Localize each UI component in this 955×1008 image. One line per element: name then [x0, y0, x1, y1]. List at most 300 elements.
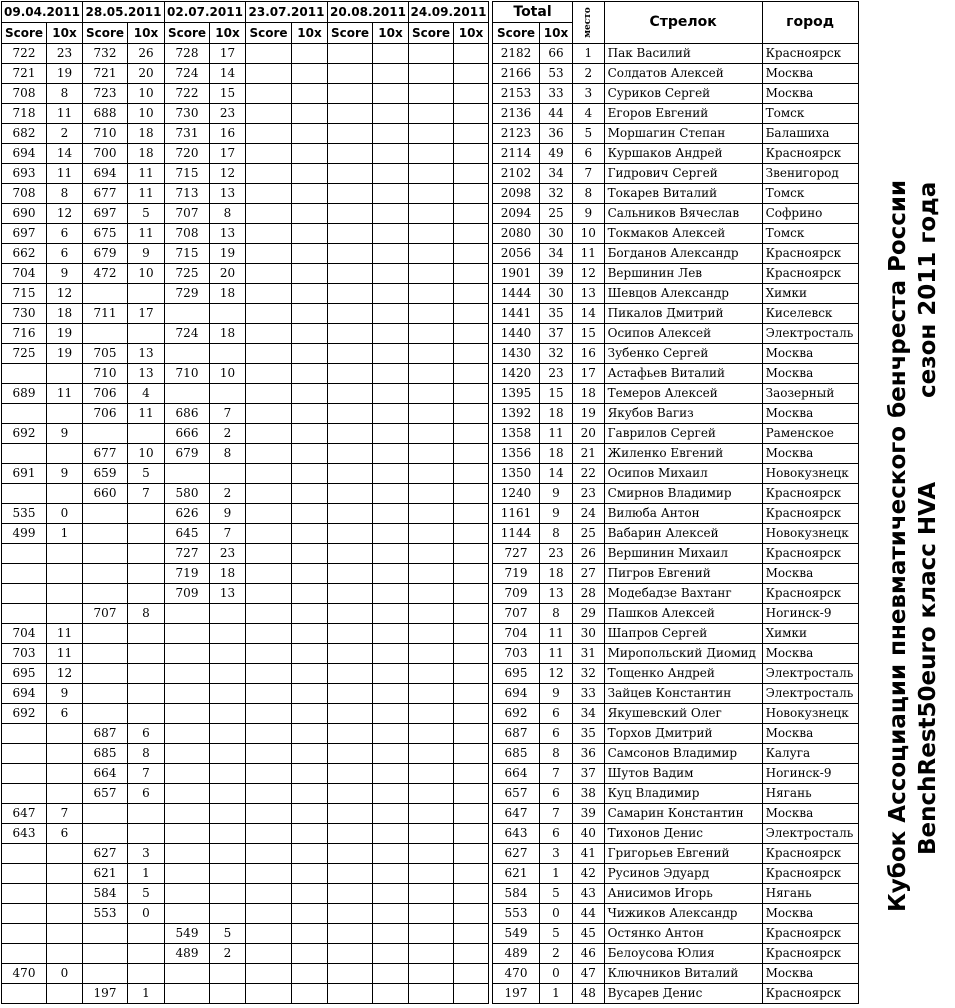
- stage-score-cell: [409, 404, 454, 424]
- stage-tenx-cell: [454, 404, 489, 424]
- stage-score-cell: [165, 624, 210, 644]
- stage-tenx-cell: [128, 924, 165, 944]
- city-cell: Электросталь: [762, 824, 858, 844]
- stage-tenx-cell: [373, 484, 409, 504]
- table-row: [2, 244, 859, 264]
- stage-tenx-cell: [454, 184, 489, 204]
- stage-score-cell: 694: [2, 684, 47, 704]
- shooter-name-cell: Остянко Антон: [604, 924, 762, 944]
- place-cell: 14: [573, 304, 605, 324]
- stage-score-cell: [328, 224, 373, 244]
- score-subheader: Score: [409, 23, 454, 44]
- table-row: [2, 744, 859, 764]
- total-tenx-cell: 8: [540, 524, 573, 544]
- stage-tenx-cell: [373, 64, 409, 84]
- stage-tenx-cell: 19: [47, 324, 83, 344]
- stage-score-cell: 693: [2, 164, 47, 184]
- stage-score-cell: 489: [165, 944, 210, 964]
- city-cell: Электросталь: [762, 324, 858, 344]
- stage-score-cell: [328, 704, 373, 724]
- stage-tenx-cell: 3: [128, 844, 165, 864]
- total-score-cell: 1356: [493, 444, 540, 464]
- place-cell: 17: [573, 364, 605, 384]
- stage-tenx-cell: 18: [210, 564, 246, 584]
- stage-tenx-cell: [373, 944, 409, 964]
- total-score-cell: 695: [493, 664, 540, 684]
- stage-score-cell: [328, 404, 373, 424]
- stage-score-cell: [246, 304, 292, 324]
- stage-tenx-cell: [373, 924, 409, 944]
- stage-score-cell: 691: [2, 464, 47, 484]
- stage-score-cell: [409, 344, 454, 364]
- shooter-name-cell: Вершинин Лев: [604, 264, 762, 284]
- shooter-name-cell: Пак Василий: [604, 44, 762, 64]
- tenx-subheader: 10x: [210, 23, 246, 44]
- stage-tenx-cell: [47, 864, 83, 884]
- total-tenx-cell: 5: [540, 924, 573, 944]
- total-score-cell: 1144: [493, 524, 540, 544]
- stage-tenx-cell: 13: [128, 344, 165, 364]
- place-cell: 47: [573, 964, 605, 984]
- stage-score-cell: 679: [83, 244, 128, 264]
- stage-tenx-cell: [128, 664, 165, 684]
- shooter-name-cell: Миропольский Диомид: [604, 644, 762, 664]
- stage-tenx-cell: [292, 464, 328, 484]
- total-score-cell: 553: [493, 904, 540, 924]
- stage-tenx-cell: [292, 244, 328, 264]
- stage-score-cell: [328, 304, 373, 324]
- stage-score-cell: [246, 904, 292, 924]
- total-score-cell: 2102: [493, 164, 540, 184]
- city-cell: Москва: [762, 344, 858, 364]
- table-row: [2, 84, 859, 104]
- stage-score-cell: 706: [83, 384, 128, 404]
- stage-score-cell: [246, 644, 292, 664]
- shooter-name-cell: Зубенко Сергей: [604, 344, 762, 364]
- stage-tenx-cell: [454, 984, 489, 1004]
- total-tenx-cell: 1: [540, 864, 573, 884]
- stage-score-cell: [246, 884, 292, 904]
- stage-tenx-cell: 5: [128, 884, 165, 904]
- stage-score-cell: [409, 64, 454, 84]
- stage-tenx-cell: [373, 764, 409, 784]
- city-cell: Электросталь: [762, 664, 858, 684]
- score-subheader: Score: [493, 23, 540, 44]
- place-cell: 28: [573, 584, 605, 604]
- total-score-cell: 657: [493, 784, 540, 804]
- total-tenx-cell: 34: [540, 164, 573, 184]
- date-header: 23.07.2011: [246, 2, 328, 23]
- stage-score-cell: [328, 324, 373, 344]
- total-score-cell: 1395: [493, 384, 540, 404]
- total-score-cell: 647: [493, 804, 540, 824]
- title-line-1: Кубок Ассоциации пневматического бенчреста России: [885, 179, 911, 912]
- stage-tenx-cell: [373, 364, 409, 384]
- stage-score-cell: 584: [83, 884, 128, 904]
- stage-score-cell: [328, 464, 373, 484]
- stage-tenx-cell: [128, 644, 165, 664]
- stage-tenx-cell: [454, 44, 489, 64]
- stage-score-cell: [246, 264, 292, 284]
- stage-tenx-cell: 7: [47, 804, 83, 824]
- place-cell: 33: [573, 684, 605, 704]
- stage-tenx-cell: [292, 264, 328, 284]
- stage-score-cell: [409, 84, 454, 104]
- stage-score-cell: 627: [83, 844, 128, 864]
- total-score-cell: 2056: [493, 244, 540, 264]
- shooter-name-cell: Темеров Алексей: [604, 384, 762, 404]
- stage-score-cell: [2, 364, 47, 384]
- table-row: [2, 664, 859, 684]
- stage-score-cell: [409, 544, 454, 564]
- city-cell: Новокузнецк: [762, 524, 858, 544]
- stage-tenx-cell: [373, 404, 409, 424]
- stage-tenx-cell: [454, 64, 489, 84]
- city-cell: Красноярск: [762, 144, 858, 164]
- table-row: [2, 524, 859, 544]
- stage-tenx-cell: [373, 344, 409, 364]
- total-tenx-cell: 33: [540, 84, 573, 104]
- stage-tenx-cell: 14: [47, 144, 83, 164]
- stage-tenx-cell: [454, 344, 489, 364]
- stage-score-cell: [409, 244, 454, 264]
- stage-tenx-cell: [210, 744, 246, 764]
- place-cell: 11: [573, 244, 605, 264]
- city-cell: Красноярск: [762, 44, 858, 64]
- stage-tenx-cell: [373, 524, 409, 544]
- total-tenx-cell: 11: [540, 424, 573, 444]
- city-cell: Красноярск: [762, 924, 858, 944]
- stage-tenx-cell: [47, 844, 83, 864]
- city-cell: Москва: [762, 964, 858, 984]
- stage-tenx-cell: [373, 664, 409, 684]
- total-score-cell: 1350: [493, 464, 540, 484]
- total-score-cell: 1240: [493, 484, 540, 504]
- stage-score-cell: [246, 464, 292, 484]
- stage-score-cell: 472: [83, 264, 128, 284]
- shooter-name-cell: Астафьев Виталий: [604, 364, 762, 384]
- stage-score-cell: [246, 864, 292, 884]
- place-cell: 32: [573, 664, 605, 684]
- stage-tenx-cell: [128, 324, 165, 344]
- stage-score-cell: [165, 704, 210, 724]
- place-cell: 1: [573, 44, 605, 64]
- stage-score-cell: 731: [165, 124, 210, 144]
- date-header: 20.08.2011: [328, 2, 409, 23]
- stage-tenx-cell: [210, 884, 246, 904]
- stage-tenx-cell: 5: [128, 204, 165, 224]
- stage-score-cell: [2, 944, 47, 964]
- table-row: [2, 144, 859, 164]
- stage-score-cell: [328, 904, 373, 924]
- stage-score-cell: [165, 384, 210, 404]
- shooter-name-cell: Пигров Евгений: [604, 564, 762, 584]
- stage-tenx-cell: 11: [47, 164, 83, 184]
- stage-score-cell: 710: [165, 364, 210, 384]
- stage-score-cell: [328, 124, 373, 144]
- stage-tenx-cell: 17: [210, 44, 246, 64]
- stage-score-cell: [165, 664, 210, 684]
- total-score-cell: 685: [493, 744, 540, 764]
- stage-tenx-cell: [373, 164, 409, 184]
- date-header: 09.04.2011: [2, 2, 83, 23]
- stage-tenx-cell: [454, 244, 489, 264]
- stage-score-cell: [83, 424, 128, 444]
- stage-tenx-cell: [454, 504, 489, 524]
- stage-tenx-cell: [292, 864, 328, 884]
- side-title-svg: [870, 0, 954, 1004]
- stage-tenx-cell: [454, 904, 489, 924]
- stage-tenx-cell: [373, 324, 409, 344]
- stage-tenx-cell: 18: [47, 304, 83, 324]
- place-cell: 40: [573, 824, 605, 844]
- total-tenx-cell: 15: [540, 384, 573, 404]
- stage-tenx-cell: [47, 984, 83, 1004]
- stage-score-cell: 730: [2, 304, 47, 324]
- stage-score-cell: [165, 884, 210, 904]
- table-row: [2, 904, 859, 924]
- stage-score-cell: [246, 104, 292, 124]
- stage-score-cell: 715: [165, 244, 210, 264]
- stage-score-cell: [246, 84, 292, 104]
- total-tenx-cell: 23: [540, 544, 573, 564]
- city-cell: Москва: [762, 64, 858, 84]
- stage-tenx-cell: [210, 864, 246, 884]
- stage-tenx-cell: [373, 584, 409, 604]
- stage-score-cell: [246, 204, 292, 224]
- stage-tenx-cell: [128, 944, 165, 964]
- stage-score-cell: [2, 984, 47, 1004]
- stage-tenx-cell: [292, 904, 328, 924]
- place-cell: 35: [573, 724, 605, 744]
- stage-score-cell: [246, 124, 292, 144]
- stage-tenx-cell: 12: [47, 204, 83, 224]
- stage-score-cell: [83, 944, 128, 964]
- stage-score-cell: [165, 824, 210, 844]
- stage-tenx-cell: 19: [210, 244, 246, 264]
- stage-tenx-cell: 4: [128, 384, 165, 404]
- stage-score-cell: [328, 84, 373, 104]
- stage-tenx-cell: 2: [210, 484, 246, 504]
- shooter-name-cell: Якубов Вагиз: [604, 404, 762, 424]
- stage-score-cell: 657: [83, 784, 128, 804]
- total-score-cell: 709: [493, 584, 540, 604]
- city-cell: Красноярск: [762, 864, 858, 884]
- stage-score-cell: 720: [165, 144, 210, 164]
- total-score-cell: 549: [493, 924, 540, 944]
- stage-tenx-cell: 18: [128, 144, 165, 164]
- stage-score-cell: [328, 424, 373, 444]
- total-tenx-cell: 32: [540, 184, 573, 204]
- table-row: [2, 124, 859, 144]
- table-row: [2, 724, 859, 744]
- stage-score-cell: [2, 484, 47, 504]
- stage-tenx-cell: [210, 644, 246, 664]
- stage-tenx-cell: 13: [210, 184, 246, 204]
- score-subheader: Score: [165, 23, 210, 44]
- stage-tenx-cell: [454, 604, 489, 624]
- city-cell: Красноярск: [762, 984, 858, 1004]
- stage-score-cell: [246, 964, 292, 984]
- stage-score-cell: [409, 184, 454, 204]
- place-cell: 46: [573, 944, 605, 964]
- stage-tenx-cell: [210, 804, 246, 824]
- stage-score-cell: [246, 484, 292, 504]
- stage-score-cell: 685: [83, 744, 128, 764]
- stage-tenx-cell: [292, 304, 328, 324]
- place-cell: 12: [573, 264, 605, 284]
- place-cell: 43: [573, 884, 605, 904]
- shooter-name-cell: Шевцов Александр: [604, 284, 762, 304]
- total-score-cell: 2153: [493, 84, 540, 104]
- stage-tenx-cell: [373, 904, 409, 924]
- place-cell: 20: [573, 424, 605, 444]
- stage-score-cell: [328, 44, 373, 64]
- total-tenx-cell: 9: [540, 504, 573, 524]
- stage-tenx-cell: [454, 684, 489, 704]
- stage-tenx-cell: [210, 304, 246, 324]
- table-row: [2, 564, 859, 584]
- table-row: [2, 184, 859, 204]
- stage-score-cell: [409, 104, 454, 124]
- stage-tenx-cell: 9: [47, 424, 83, 444]
- table-row: [2, 964, 859, 984]
- total-score-cell: 704: [493, 624, 540, 644]
- total-tenx-cell: 23: [540, 364, 573, 384]
- total-score-cell: 2114: [493, 144, 540, 164]
- stage-score-cell: [246, 184, 292, 204]
- total-score-cell: 692: [493, 704, 540, 724]
- stage-tenx-cell: 8: [210, 444, 246, 464]
- city-cell: Красноярск: [762, 944, 858, 964]
- total-tenx-cell: 37: [540, 324, 573, 344]
- stage-score-cell: 697: [83, 204, 128, 224]
- stage-score-cell: 705: [83, 344, 128, 364]
- date-header: 28.05.2011: [83, 2, 165, 23]
- city-cell: Химки: [762, 284, 858, 304]
- stage-score-cell: 549: [165, 924, 210, 944]
- shooter-name-cell: Гидрович Сергей: [604, 164, 762, 184]
- shooter-name-cell: Торхов Дмитрий: [604, 724, 762, 744]
- stage-tenx-cell: [47, 584, 83, 604]
- score-subheader: Score: [2, 23, 47, 44]
- city-cell: Москва: [762, 644, 858, 664]
- stage-score-cell: [409, 764, 454, 784]
- stage-score-cell: [409, 484, 454, 504]
- total-tenx-cell: 6: [540, 824, 573, 844]
- place-cell: 31: [573, 644, 605, 664]
- stage-score-cell: 706: [83, 404, 128, 424]
- stage-score-cell: [246, 284, 292, 304]
- side-title: [870, 0, 954, 1004]
- stage-tenx-cell: [454, 584, 489, 604]
- stage-tenx-cell: [454, 84, 489, 104]
- stage-score-cell: [165, 684, 210, 704]
- stage-tenx-cell: [47, 604, 83, 624]
- stage-score-cell: 724: [165, 324, 210, 344]
- total-tenx-cell: 13: [540, 584, 573, 604]
- stage-tenx-cell: [128, 704, 165, 724]
- shooter-name-cell: Куц Владимир: [604, 784, 762, 804]
- stage-tenx-cell: [373, 284, 409, 304]
- stage-score-cell: [328, 164, 373, 184]
- place-cell: 10: [573, 224, 605, 244]
- total-tenx-cell: 12: [540, 664, 573, 684]
- stage-score-cell: [328, 444, 373, 464]
- stage-tenx-cell: 17: [128, 304, 165, 324]
- shooter-name-cell: Модебадзе Вахтанг: [604, 584, 762, 604]
- stage-tenx-cell: [292, 144, 328, 164]
- stage-score-cell: 704: [2, 624, 47, 644]
- stage-tenx-cell: [373, 384, 409, 404]
- city-cell: Раменское: [762, 424, 858, 444]
- stage-tenx-cell: [373, 44, 409, 64]
- stage-score-cell: [409, 964, 454, 984]
- stage-score-cell: 721: [2, 64, 47, 84]
- stage-score-cell: [83, 504, 128, 524]
- total-score-cell: 727: [493, 544, 540, 564]
- place-cell: 34: [573, 704, 605, 724]
- place-cell: 19: [573, 404, 605, 424]
- stage-score-cell: [246, 344, 292, 364]
- stage-score-cell: [246, 724, 292, 744]
- stage-score-cell: [165, 864, 210, 884]
- stage-score-cell: [409, 224, 454, 244]
- stage-score-cell: [328, 724, 373, 744]
- stage-tenx-cell: [373, 824, 409, 844]
- total-tenx-cell: 0: [540, 904, 573, 924]
- stage-score-cell: [246, 44, 292, 64]
- stage-score-cell: 708: [2, 184, 47, 204]
- place-cell: 18: [573, 384, 605, 404]
- stage-tenx-cell: [47, 784, 83, 804]
- stage-score-cell: [83, 684, 128, 704]
- tenx-subheader: 10x: [128, 23, 165, 44]
- total-score-cell: 1392: [493, 404, 540, 424]
- stage-score-cell: 697: [2, 224, 47, 244]
- stage-score-cell: [328, 764, 373, 784]
- stage-tenx-cell: 6: [47, 704, 83, 724]
- stage-score-cell: 621: [83, 864, 128, 884]
- stage-score-cell: [328, 144, 373, 164]
- stage-tenx-cell: [373, 864, 409, 884]
- stage-tenx-cell: [373, 964, 409, 984]
- stage-tenx-cell: [373, 644, 409, 664]
- stage-score-cell: [165, 724, 210, 744]
- stage-score-cell: 710: [83, 364, 128, 384]
- stage-tenx-cell: [454, 964, 489, 984]
- title-line-2-class: BenchRest50euro класс HVA: [915, 481, 941, 855]
- stage-tenx-cell: [292, 84, 328, 104]
- stage-tenx-cell: [454, 664, 489, 684]
- shooter-name-cell: Пикалов Дмитрий: [604, 304, 762, 324]
- stage-score-cell: 666: [165, 424, 210, 444]
- stage-score-cell: [83, 704, 128, 724]
- stage-score-cell: [409, 904, 454, 924]
- stage-score-cell: 722: [165, 84, 210, 104]
- stage-tenx-cell: 2: [210, 424, 246, 444]
- stage-score-cell: 580: [165, 484, 210, 504]
- shooter-name-cell: Якушевский Олег: [604, 704, 762, 724]
- stage-tenx-cell: [292, 924, 328, 944]
- stage-score-cell: 719: [165, 564, 210, 584]
- stage-tenx-cell: [292, 44, 328, 64]
- stage-score-cell: 647: [2, 804, 47, 824]
- total-tenx-cell: 8: [540, 604, 573, 624]
- stage-tenx-cell: 6: [47, 244, 83, 264]
- stage-score-cell: 675: [83, 224, 128, 244]
- stage-score-cell: [246, 164, 292, 184]
